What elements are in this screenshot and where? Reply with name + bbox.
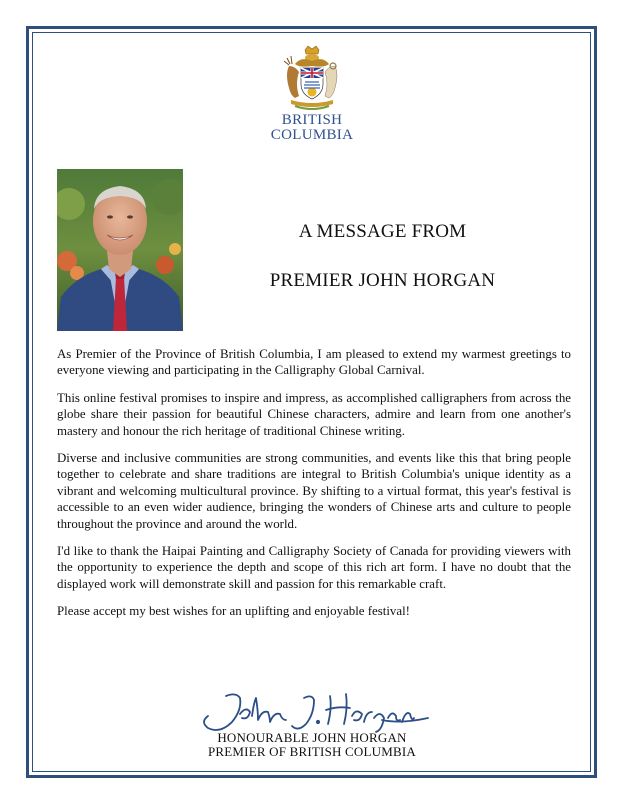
signatory-name: HONOURABLE JOHN HORGAN — [217, 730, 407, 745]
heading-line-2: PREMIER JOHN HORGAN — [269, 270, 496, 291]
handwritten-signature — [196, 688, 431, 736]
paragraph-2: This online festival promises to inspire and impress, as accomplished calligraphers from across the globe share their passion for beautiful Chinese characters, admire and learn from one another's mastery and honour the rich heritage of traditional Chinese writing. — [57, 390, 571, 438]
signatory-title: PREMIER OF BRITISH COLUMBIA — [207, 744, 416, 759]
bc-coat-of-arms-icon — [281, 44, 343, 112]
heading-line-1: A MESSAGE FROM — [298, 221, 467, 242]
province-line-2: COLUMBIA — [270, 127, 354, 143]
premier-portrait-photo — [57, 169, 183, 331]
province-line-1: BRITISH — [281, 112, 343, 128]
province-wordmark — [233, 113, 391, 143]
paragraph-3: Diverse and inclusive communities are strong communities, and events like this that bring people together to celebrate and share traditions are integral to British Columbia's unique identity as a vibrant and welcoming multicultural province. By shifting to a virtual format, this year's festival is accessible to an even wider audience, bringing the wonders of Chinese arts and culture to people throughout the province and around the world. — [57, 451, 571, 531]
paragraph-1: As Premier of the Province of British Columbia, I am pleased to extend my warmest greetings to everyone viewing and participating in the Calligraphy Global Carnival. — [57, 347, 571, 378]
letter-body — [57, 346, 571, 631]
paragraph-4: I'd like to thank the Haipai Painting and Calligraphy Society of Canada for providing viewers with the opportunity to experience the depth and scope of this rich art form. I have no doubt that the displayed work will demonstrate skill and passion for this remarkable craft. — [57, 544, 571, 591]
paragraph-5: Please accept my best wishes for an uplifting and enjoyable festival! — [57, 604, 410, 619]
